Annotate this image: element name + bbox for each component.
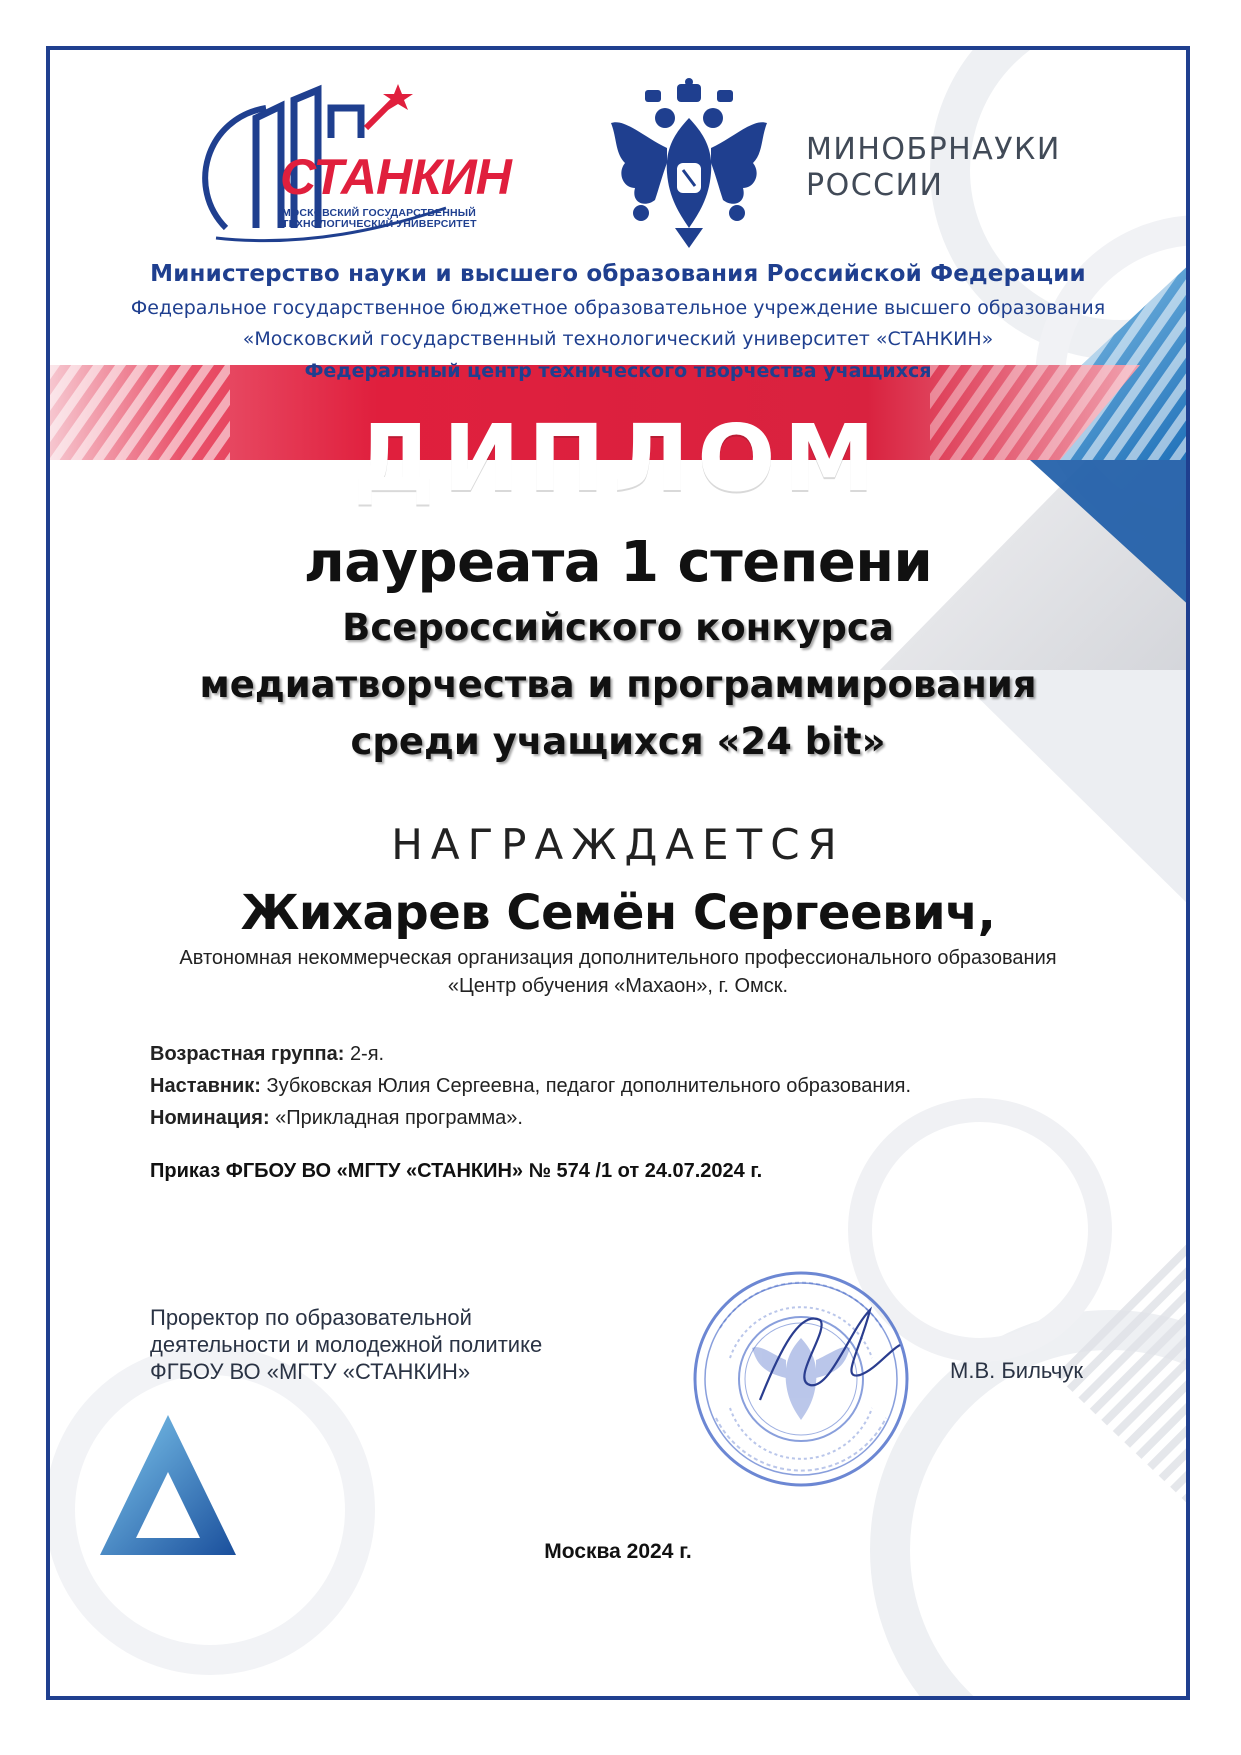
nomination-value: «Прикладная программа». bbox=[275, 1107, 523, 1129]
stankin-subtitle-line1: МОСКОВСКИЙ ГОСУДАРСТВЕННЫЙ bbox=[282, 207, 476, 219]
coat-of-arms-icon bbox=[605, 78, 773, 250]
nomination-row bbox=[150, 1107, 523, 1130]
ministry-full-name: Министерство науки и высшего образования Российской Федерации bbox=[150, 261, 1086, 287]
contest-line-2: медиатворчества и программирования bbox=[199, 663, 1037, 706]
organization-line-1: Автономная некоммерческая организация дополнительного профессионального образования bbox=[179, 947, 1057, 969]
mentor-value: Зубковская Юлия Сергеевна, педагог дополнительного образования. bbox=[266, 1075, 912, 1097]
nomination-label: Номинация: bbox=[150, 1107, 270, 1129]
university-name: «Московский государственный технологический университет «СТАНКИН» bbox=[242, 328, 994, 350]
stankin-logo bbox=[186, 78, 511, 248]
institution-type: Федеральное государственное бюджетное образовательное учреждение высшего образования bbox=[130, 297, 1106, 319]
signer-position-line2: деятельности и молодежной политике bbox=[150, 1332, 543, 1357]
signer-name: М.В. Бильчук bbox=[950, 1358, 1083, 1383]
handwritten-signature bbox=[750, 1290, 910, 1420]
organization-line-2: «Центр обучения «Махаон», г. Омск. bbox=[447, 975, 789, 997]
age-group-row bbox=[150, 1043, 384, 1066]
recipient-name: Жихарев Семён Сергеевич, bbox=[240, 885, 996, 941]
stankin-subtitle-line2: ТЕХНОЛОГИЧЕСКИЙ УНИВЕРСИТЕТ bbox=[282, 218, 477, 230]
signer-position-line1: Проректор по образовательной bbox=[150, 1305, 472, 1330]
diploma-degree: лауреата 1 степени bbox=[303, 530, 933, 595]
awarded-label: НАГРАЖДАЕТСЯ bbox=[391, 820, 845, 869]
signer-position-line3: ФГБОУ ВО «МГТУ «СТАНКИН» bbox=[150, 1359, 471, 1384]
stankin-subtitle bbox=[282, 208, 477, 230]
city-year: Москва 2024 г. bbox=[544, 1540, 692, 1563]
order-reference: Приказ ФГБОУ ВО «МГТУ «СТАНКИН» № 574 /1 от 24.07.2024 г. bbox=[150, 1160, 763, 1182]
center-name: Федеральный центр технического творчества учащихся bbox=[304, 360, 932, 382]
stankin-name: СТАНКИН bbox=[280, 149, 511, 205]
signer-position bbox=[150, 1304, 542, 1385]
mentor-row bbox=[150, 1075, 911, 1098]
ministry-logo-line2: РОССИИ bbox=[806, 168, 944, 203]
ministry-logo-line1: МИНОБРНАУКИ bbox=[806, 132, 1061, 167]
ministry-logo bbox=[806, 132, 1061, 204]
diploma-title: ДИПЛОМ bbox=[352, 405, 884, 512]
age-group-value: 2-я. bbox=[349, 1043, 385, 1065]
mentor-label: Наставник: bbox=[150, 1075, 261, 1097]
contest-line-1: Всероссийского конкурса bbox=[342, 606, 894, 649]
age-group-label: Возрастная группа: bbox=[150, 1043, 345, 1065]
triangle-logo-icon bbox=[98, 1410, 238, 1560]
diploma-page bbox=[46, 46, 1190, 1700]
contest-line-3: среди учащихся «24 bit» bbox=[350, 720, 886, 763]
